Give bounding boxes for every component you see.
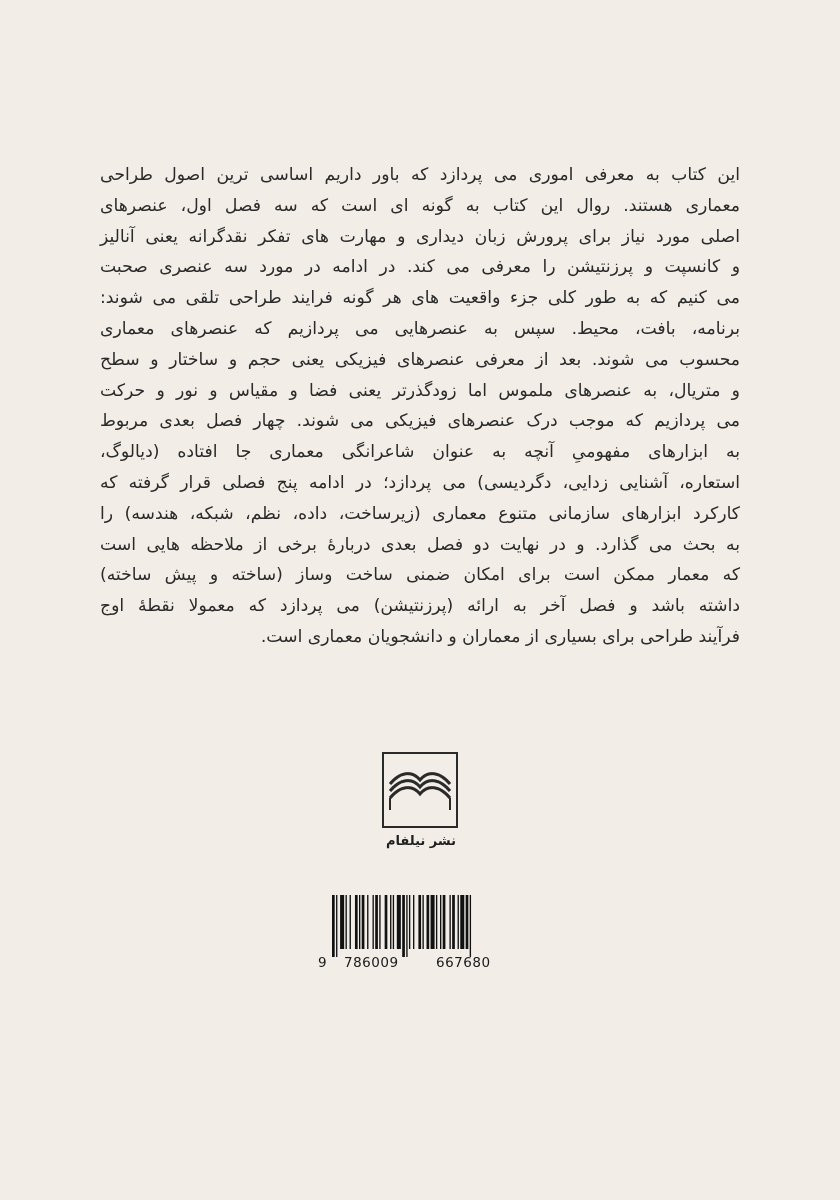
barcode-bar: [431, 895, 435, 949]
barcode-bar: [413, 895, 414, 949]
barcode-bar: [418, 895, 421, 949]
barcode-bar: [466, 895, 469, 949]
barcode-bar: [375, 895, 378, 949]
barcode-bar: [452, 895, 455, 949]
barcode-bar: [402, 895, 405, 957]
blurb-line: فرآیند طراحی برای بسیاری از معماران و دانشجویان معماری است.: [260, 626, 740, 647]
barcode-bar: [350, 895, 351, 949]
barcode-bar: [362, 895, 365, 949]
barcode-bar: [367, 895, 368, 949]
open-book-wave-icon: [382, 752, 458, 828]
blurb-line: برنامه، بافت، محیط. سپس به عنصرهایی می پردازیم که عنصرهای معماری: [100, 318, 740, 339]
barcode-bar: [458, 895, 459, 949]
barcode-bar: [340, 895, 344, 949]
barcode-bar: [443, 895, 446, 949]
blurb-line: این کتاب به معرفی اموری می پردازد که باور داریم اساسی ترین اصول طراحی: [100, 165, 740, 185]
barcode-bars: [322, 895, 518, 957]
blurb-line: به بحث می گذارد. و در نهایت دو فصل بعدی دربارهٔ برخی از ملاحظه هایی است: [100, 534, 740, 555]
barcode-bar: [385, 895, 388, 949]
barcode-bar: [397, 895, 401, 949]
blurb-line: و کانسپت و پرزنتیشن را معرفی می کند. در ادامه در مورد سه عنصری صحبت: [100, 257, 740, 278]
barcode-bar: [436, 895, 437, 949]
barcode-bar: [449, 895, 450, 949]
blurb-line: اصلی مورد نیاز برای پرورش زبان دیداری و مهارت های تفکر نقدگرانه یعنی آنالیز: [100, 226, 740, 247]
barcode-bar: [359, 895, 360, 949]
blurb-line: که معمار ممکن است برای امکان ضمنی ساخت وساز (ساخته و پیش ساخته): [100, 565, 740, 586]
barcode-bar: [390, 895, 391, 949]
barcode-bar: [379, 895, 380, 949]
publisher-logo: [378, 752, 464, 858]
barcode-bar: [373, 895, 374, 949]
barcode-bar: [332, 895, 335, 957]
blurb-line: و متریال، به عنصرهای ملموس اما زودگذرتر یعنی فضا و مقیاس و نور و حرکت: [100, 380, 740, 401]
barcode-bar: [440, 895, 441, 949]
barcode-bar: [460, 895, 464, 949]
barcode-left-digits: 786009: [344, 955, 399, 971]
blurb-line: داشته باشد و فصل آخر به ارائه (پرزنتیشن) می پردازد که معمولا نقطهٔ اوج: [100, 596, 740, 617]
blurb-line: محسوب می شوند. بعد از معرفی عنصرهای فیزیکی یعنی حجم و ساختار و سطح: [100, 349, 740, 370]
barcode-bar: [336, 895, 337, 957]
blurb-line: می کنیم که به طور کلی جزء واقعیت های هر گونه فرایند طراحی تلقی می شوند:: [100, 288, 740, 309]
barcode-bar: [393, 895, 394, 949]
barcode-bar: [409, 895, 410, 949]
blurb-line: می پردازیم که موجب درک عنصرهای فیزیکی می شوند. چهار فصل بعدی مربوط: [100, 411, 740, 432]
back-cover-blurb: [100, 160, 740, 653]
publisher-name: نشر نیلفام: [386, 834, 456, 849]
barcode-bar: [470, 895, 471, 957]
blurb-line: معماری هستند. روال این کتاب به گونه ای است که سه فصل اول، عنصرهای: [100, 195, 740, 216]
blurb-line: کارکرد ابزارهای سازمانی متنوع معماری (زیرساخت، داده، نظم، شبکه، هندسه) را: [100, 503, 740, 524]
logo-mark: [384, 754, 456, 826]
barcode-bar: [422, 895, 423, 949]
barcode-right-digits: 667680: [436, 955, 491, 971]
barcode-lead-digit: 9: [318, 955, 328, 971]
barcode-bar: [346, 895, 347, 949]
barcode-bar: [427, 895, 430, 949]
blurb-line: به ابزارهای مفهومیِ آنچه به عنوان شاعرانگی معماری جا افتاده (دیالوگ،: [100, 442, 740, 463]
barcode-bar: [355, 895, 358, 949]
barcode-bar: [406, 895, 407, 957]
blurb-line: استعاره، آشنایی زدایی، دگردیسی) می پردازد؛ در ادامه پنج فصلی قرار گرفته که: [100, 472, 740, 493]
